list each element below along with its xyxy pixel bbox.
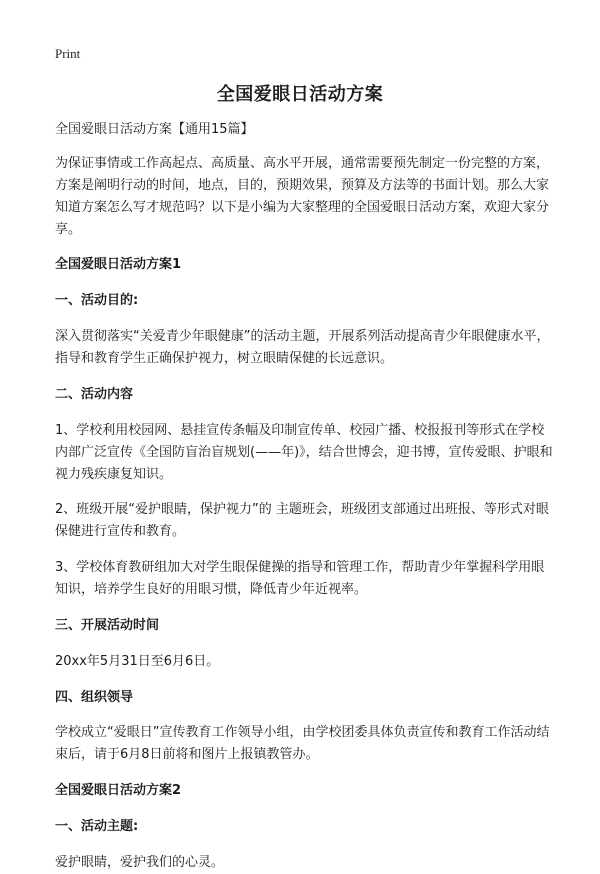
plan1-org-text: 学校成立“爱眼日”宣传教育工作领导小组，由学校团委具体负责宣传和教育工作活动结束后，请于6月8日前将和图片上报镇教管办。 bbox=[55, 725, 550, 762]
plan1-time-text: 20xx年5月31日至6月6日。 bbox=[55, 654, 220, 669]
plan1-heading: 全国爱眼日活动方案1 bbox=[55, 257, 182, 272]
document-subtitle: 全国爱眼日活动方案【通用15篇】 bbox=[55, 122, 254, 137]
plan1-time-heading: 三、开展活动时间 bbox=[55, 618, 160, 633]
plan1-content-item-3: 3、学校体育教研组加大对学生眼保健操的指导和管理工作，帮助青少年掌握科学用眼知识，培养学生良好的用眼习惯，降低青少年近视率。 bbox=[55, 560, 545, 597]
plan2-theme-heading: 一、活动主题: bbox=[55, 819, 139, 834]
plan1-content-heading: 二、活动内容 bbox=[55, 387, 134, 402]
intro-paragraph: 为保证事情或工作高起点、高质量、高水平开展，通常需要预先制定一份完整的方案，方案是阐明行动的时间，地点，目的，预期效果，预算及方法等的书面计划。那么大家知道方案怎么写才规范吗？以下是小编为大家整理的全国爱眼日活动方案，欢迎大家分享。 bbox=[55, 156, 550, 237]
plan1-content-item-2: 2、班级开展“爱护眼睛，保护视力”的 主题班会，班级团支部通过出班报、等形式对眼保健进行宣传和教育。 bbox=[55, 502, 549, 539]
print-link[interactable]: Print bbox=[55, 46, 81, 61]
plan1-purpose-text: 深入贯彻落实“关爱青少年眼健康”的活动主题，开展系列活动提高青少年眼健康水平，指导和教育学生正确保护视力，树立眼睛保健的长远意识。 bbox=[55, 329, 550, 366]
plan1-content-item-1: 1、学校利用校园网、悬挂宣传条幅及印制宣传单、校园广播、校报报刊等形式在学校内部广泛宣传《全国防盲治盲规划(——年)》，结合世博会，迎书博，宣传爱眼、护眼和视力残疾康复知识。 bbox=[55, 423, 553, 482]
plan1-purpose-heading: 一、活动目的: bbox=[55, 293, 139, 308]
document-body bbox=[55, 119, 555, 874]
page-title: 全国爱眼日活动方案 bbox=[216, 84, 384, 105]
plan2-theme-text: 爱护眼睛，爱护我们的心灵。 bbox=[55, 855, 225, 870]
plan2-heading: 全国爱眼日活动方案2 bbox=[55, 783, 182, 798]
plan1-org-heading: 四、组织领导 bbox=[55, 690, 134, 705]
